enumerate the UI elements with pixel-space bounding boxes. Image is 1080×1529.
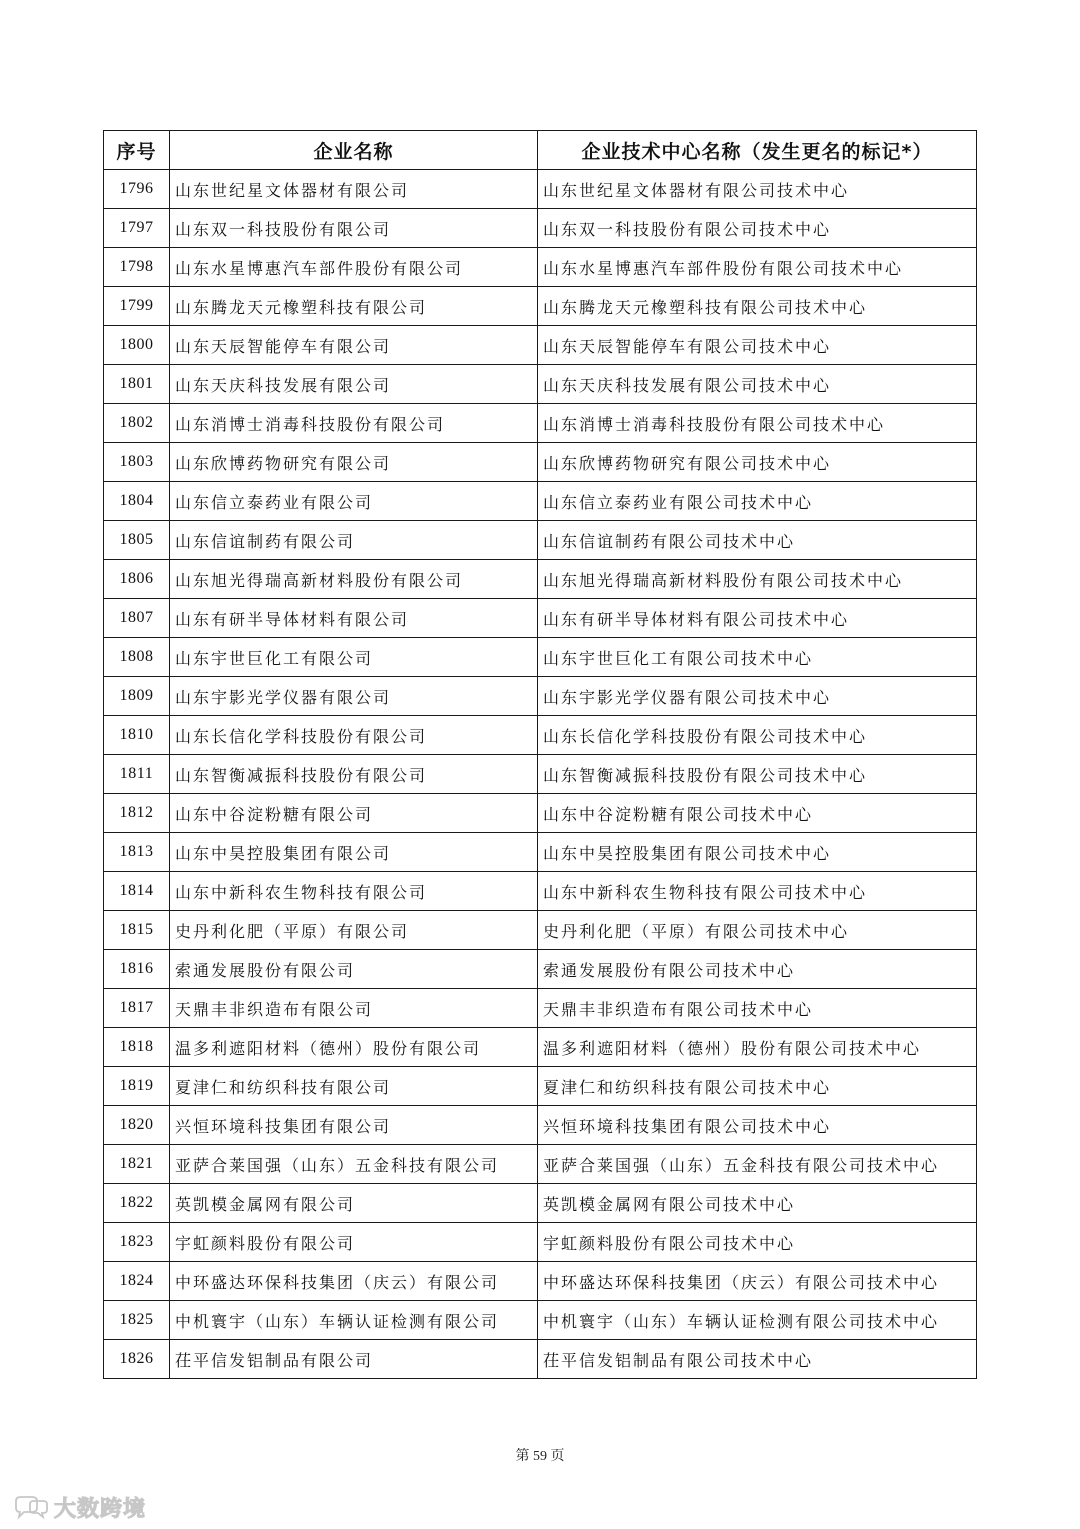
row-index: 1811 xyxy=(104,755,170,794)
page-number: 第 59 页 xyxy=(515,1449,565,1464)
table-row xyxy=(104,1028,977,1067)
row-index: 1796 xyxy=(104,170,170,209)
row-index: 1800 xyxy=(104,326,170,365)
table-row xyxy=(104,911,977,950)
row-index: 1805 xyxy=(104,521,170,560)
company-name-cell: 史丹利化肥（平原）有限公司 xyxy=(170,911,538,950)
tech-center-name-cell: 亚萨合莱国强（山东）五金科技有限公司技术中心 xyxy=(538,1145,977,1184)
company-name-cell: 山东信谊制药有限公司 xyxy=(170,521,538,560)
table-header-row xyxy=(104,131,977,170)
tech-center-name-cell: 史丹利化肥（平原）有限公司技术中心 xyxy=(538,911,977,950)
company-name-cell: 山东世纪星文体器材有限公司 xyxy=(170,170,538,209)
company-name-cell: 山东长信化学科技股份有限公司 xyxy=(170,716,538,755)
watermark xyxy=(12,1492,146,1523)
tech-center-name-cell: 温多利遮阳材料（德州）股份有限公司技术中心 xyxy=(538,1028,977,1067)
tech-center-name-cell: 夏津仁和纺织科技有限公司技术中心 xyxy=(538,1067,977,1106)
row-index: 1802 xyxy=(104,404,170,443)
tech-center-name-cell: 山东有研半导体材料有限公司技术中心 xyxy=(538,599,977,638)
company-name-cell: 山东腾龙天元橡塑科技有限公司 xyxy=(170,287,538,326)
table-row xyxy=(104,989,977,1028)
tech-center-name-cell: 山东长信化学科技股份有限公司技术中心 xyxy=(538,716,977,755)
tech-center-name-cell: 山东世纪星文体器材有限公司技术中心 xyxy=(538,170,977,209)
tech-center-name-cell: 山东宇世巨化工有限公司技术中心 xyxy=(538,638,977,677)
tech-center-name-cell: 山东旭光得瑞高新材料股份有限公司技术中心 xyxy=(538,560,977,599)
table-row xyxy=(104,1301,977,1340)
tech-center-name-cell: 山东信立泰药业有限公司技术中心 xyxy=(538,482,977,521)
company-name-cell: 山东信立泰药业有限公司 xyxy=(170,482,538,521)
tech-center-name-cell: 茌平信发铝制品有限公司技术中心 xyxy=(538,1340,977,1379)
header-index: 序号 xyxy=(104,131,170,170)
row-index: 1797 xyxy=(104,209,170,248)
tech-center-name-cell: 山东天辰智能停车有限公司技术中心 xyxy=(538,326,977,365)
row-index: 1812 xyxy=(104,794,170,833)
company-name-cell: 宇虹颜料股份有限公司 xyxy=(170,1223,538,1262)
row-index: 1822 xyxy=(104,1184,170,1223)
company-name-cell: 夏津仁和纺织科技有限公司 xyxy=(170,1067,538,1106)
tech-center-name-cell: 兴恒环境科技集团有限公司技术中心 xyxy=(538,1106,977,1145)
tech-center-name-cell: 山东欣博药物研究有限公司技术中心 xyxy=(538,443,977,482)
tech-center-name-cell: 英凯模金属网有限公司技术中心 xyxy=(538,1184,977,1223)
company-name-cell: 亚萨合莱国强（山东）五金科技有限公司 xyxy=(170,1145,538,1184)
tech-center-name-cell: 宇虹颜料股份有限公司技术中心 xyxy=(538,1223,977,1262)
company-name-cell: 山东宇世巨化工有限公司 xyxy=(170,638,538,677)
table-body xyxy=(104,170,977,1379)
company-name-cell: 山东宇影光学仪器有限公司 xyxy=(170,677,538,716)
company-name-cell: 山东天辰智能停车有限公司 xyxy=(170,326,538,365)
row-index: 1817 xyxy=(104,989,170,1028)
tech-center-name-cell: 山东天庆科技发展有限公司技术中心 xyxy=(538,365,977,404)
table-row xyxy=(104,248,977,287)
tech-center-name-cell: 山东双一科技股份有限公司技术中心 xyxy=(538,209,977,248)
table-row xyxy=(104,872,977,911)
row-index: 1813 xyxy=(104,833,170,872)
table-row xyxy=(104,794,977,833)
company-name-cell: 山东双一科技股份有限公司 xyxy=(170,209,538,248)
row-index: 1818 xyxy=(104,1028,170,1067)
company-name-cell: 山东智衡减振科技股份有限公司 xyxy=(170,755,538,794)
table-row xyxy=(104,599,977,638)
tech-center-name-cell: 山东腾龙天元橡塑科技有限公司技术中心 xyxy=(538,287,977,326)
table-row xyxy=(104,1340,977,1379)
row-index: 1821 xyxy=(104,1145,170,1184)
table-row xyxy=(104,443,977,482)
company-name-cell: 兴恒环境科技集团有限公司 xyxy=(170,1106,538,1145)
table-row xyxy=(104,1223,977,1262)
company-name-cell: 山东有研半导体材料有限公司 xyxy=(170,599,538,638)
table-row xyxy=(104,1184,977,1223)
watermark-text: 大数跨境 xyxy=(54,1497,147,1522)
tech-center-name-cell: 山东水星博惠汽车部件股份有限公司技术中心 xyxy=(538,248,977,287)
row-index: 1824 xyxy=(104,1262,170,1301)
row-index: 1826 xyxy=(104,1340,170,1379)
table-row xyxy=(104,950,977,989)
table-row xyxy=(104,365,977,404)
table-row xyxy=(104,1067,977,1106)
chat-bubble-logo-icon xyxy=(12,1495,50,1521)
company-name-cell: 山东天庆科技发展有限公司 xyxy=(170,365,538,404)
company-name-cell: 山东中新科农生物科技有限公司 xyxy=(170,872,538,911)
enterprise-table-container xyxy=(103,130,976,1379)
company-name-cell: 山东消博士消毒科技股份有限公司 xyxy=(170,404,538,443)
row-index: 1820 xyxy=(104,1106,170,1145)
header-tech-center-name: 企业技术中心名称（发生更名的标记*） xyxy=(538,131,977,170)
row-index: 1804 xyxy=(104,482,170,521)
table-row xyxy=(104,755,977,794)
row-index: 1801 xyxy=(104,365,170,404)
row-index: 1799 xyxy=(104,287,170,326)
tech-center-name-cell: 山东消博士消毒科技股份有限公司技术中心 xyxy=(538,404,977,443)
row-index: 1798 xyxy=(104,248,170,287)
tech-center-name-cell: 中环盛达环保科技集团（庆云）有限公司技术中心 xyxy=(538,1262,977,1301)
company-name-cell: 天鼎丰非织造布有限公司 xyxy=(170,989,538,1028)
company-name-cell: 温多利遮阳材料（德州）股份有限公司 xyxy=(170,1028,538,1067)
table-row xyxy=(104,482,977,521)
table-row xyxy=(104,716,977,755)
row-index: 1808 xyxy=(104,638,170,677)
row-index: 1814 xyxy=(104,872,170,911)
enterprise-table xyxy=(103,130,977,1379)
row-index: 1816 xyxy=(104,950,170,989)
table-row xyxy=(104,1106,977,1145)
row-index: 1803 xyxy=(104,443,170,482)
table-row xyxy=(104,560,977,599)
company-name-cell: 山东旭光得瑞高新材料股份有限公司 xyxy=(170,560,538,599)
tech-center-name-cell: 山东中昊控股集团有限公司技术中心 xyxy=(538,833,977,872)
company-name-cell: 索通发展股份有限公司 xyxy=(170,950,538,989)
company-name-cell: 山东欣博药物研究有限公司 xyxy=(170,443,538,482)
tech-center-name-cell: 山东中新科农生物科技有限公司技术中心 xyxy=(538,872,977,911)
company-name-cell: 山东水星博惠汽车部件股份有限公司 xyxy=(170,248,538,287)
table-row xyxy=(104,404,977,443)
row-index: 1806 xyxy=(104,560,170,599)
company-name-cell: 中机寰宇（山东）车辆认证检测有限公司 xyxy=(170,1301,538,1340)
table-row xyxy=(104,326,977,365)
company-name-cell: 山东中谷淀粉糖有限公司 xyxy=(170,794,538,833)
company-name-cell: 中环盛达环保科技集团（庆云）有限公司 xyxy=(170,1262,538,1301)
table-row xyxy=(104,1262,977,1301)
tech-center-name-cell: 索通发展股份有限公司技术中心 xyxy=(538,950,977,989)
table-row xyxy=(104,170,977,209)
row-index: 1810 xyxy=(104,716,170,755)
row-index: 1815 xyxy=(104,911,170,950)
row-index: 1825 xyxy=(104,1301,170,1340)
row-index: 1809 xyxy=(104,677,170,716)
tech-center-name-cell: 山东宇影光学仪器有限公司技术中心 xyxy=(538,677,977,716)
tech-center-name-cell: 山东中谷淀粉糖有限公司技术中心 xyxy=(538,794,977,833)
table-row xyxy=(104,521,977,560)
table-row xyxy=(104,1145,977,1184)
table-row xyxy=(104,677,977,716)
table-row xyxy=(104,287,977,326)
company-name-cell: 茌平信发铝制品有限公司 xyxy=(170,1340,538,1379)
tech-center-name-cell: 山东信谊制药有限公司技术中心 xyxy=(538,521,977,560)
header-company-name: 企业名称 xyxy=(170,131,538,170)
tech-center-name-cell: 中机寰宇（山东）车辆认证检测有限公司技术中心 xyxy=(538,1301,977,1340)
table-row xyxy=(104,638,977,677)
row-index: 1807 xyxy=(104,599,170,638)
company-name-cell: 英凯模金属网有限公司 xyxy=(170,1184,538,1223)
table-row xyxy=(104,833,977,872)
row-index: 1819 xyxy=(104,1067,170,1106)
company-name-cell: 山东中昊控股集团有限公司 xyxy=(170,833,538,872)
tech-center-name-cell: 山东智衡减振科技股份有限公司技术中心 xyxy=(538,755,977,794)
tech-center-name-cell: 天鼎丰非织造布有限公司技术中心 xyxy=(538,989,977,1028)
table-row xyxy=(104,209,977,248)
row-index: 1823 xyxy=(104,1223,170,1262)
